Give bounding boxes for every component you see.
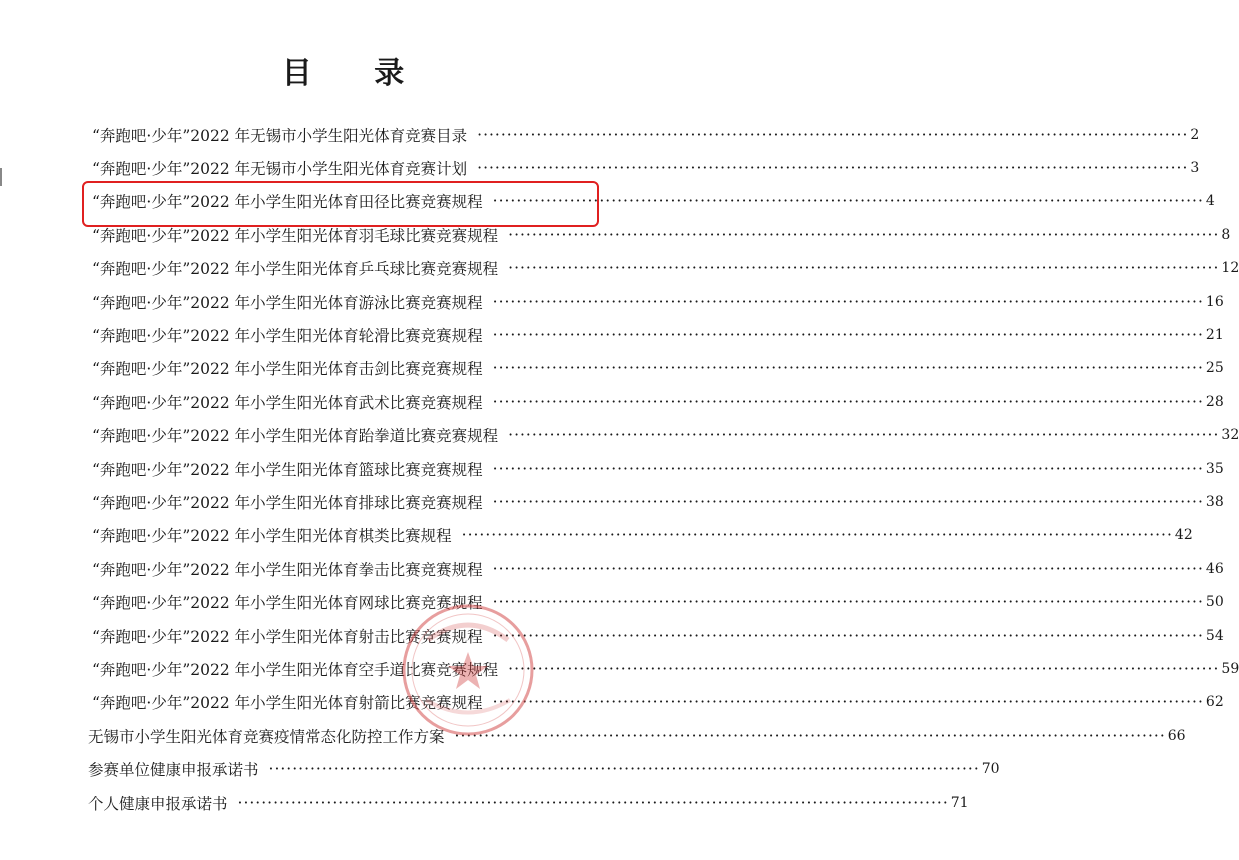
- toc-dot-leader: ························································································································: [508, 259, 1220, 278]
- toc-entry: [92, 352, 1224, 385]
- toc-entry: [92, 452, 1224, 485]
- toc-entry-title: “奔跑吧·少年”2022 年小学生阳光体育棋类比赛规程: [92, 527, 452, 546]
- toc-dot-leader: ························································································································: [492, 192, 1204, 211]
- toc-entry-title: 参赛单位健康申报承诺书: [88, 761, 259, 780]
- toc-entry: [92, 552, 1224, 585]
- toc-dot-leader: ························································································································: [477, 125, 1189, 144]
- toc-entry-title: “奔跑吧·少年”2022 年无锡市小学生阳光体育竞赛计划: [92, 159, 468, 178]
- toc-entry-title: “奔跑吧·少年”2022 年小学生阳光体育网球比赛竞赛规程: [92, 594, 483, 613]
- toc-page-number: 42: [1174, 527, 1193, 544]
- toc-entry: [92, 151, 1200, 184]
- toc-entry-title: “奔跑吧·少年”2022 年无锡市小学生阳光体育竞赛目录: [92, 126, 468, 145]
- toc-page-number: 62: [1205, 694, 1224, 711]
- toc-entry: [92, 419, 1239, 452]
- toc-dot-leader: ························································································································: [492, 593, 1204, 612]
- toc-page-number: 66: [1167, 727, 1186, 744]
- toc-entry-title: “奔跑吧·少年”2022 年小学生阳光体育射箭比赛竞赛规程: [92, 694, 483, 713]
- toc-dot-leader: ························································································································: [268, 760, 980, 779]
- toc-entry-title: “奔跑吧·少年”2022 年小学生阳光体育田径比赛竞赛规程: [92, 193, 483, 212]
- toc-page-number: 25: [1205, 360, 1224, 377]
- toc-entry-title: “奔跑吧·少年”2022 年小学生阳光体育射击比赛竞赛规程: [92, 627, 483, 646]
- toc-entry: [92, 385, 1224, 418]
- toc-entry-title: 个人健康申报承诺书: [88, 794, 228, 813]
- toc-entry-title: “奔跑吧·少年”2022 年小学生阳光体育武术比赛竞赛规程: [92, 393, 483, 412]
- toc-entry: [92, 318, 1224, 351]
- toc-entry: [92, 619, 1224, 652]
- toc-entry-title: “奔跑吧·少年”2022 年小学生阳光体育轮滑比赛竞赛规程: [92, 326, 483, 345]
- toc-entry-title: “奔跑吧·少年”2022 年小学生阳光体育游泳比赛竞赛规程: [92, 293, 483, 312]
- toc-dot-leader: ························································································································: [492, 559, 1204, 578]
- toc-dot-leader: ························································································································: [492, 693, 1204, 712]
- toc-page-number: 8: [1221, 226, 1231, 243]
- toc-page-number: 2: [1190, 126, 1200, 143]
- toc-entry: [92, 519, 1193, 552]
- toc-dot-leader: ························································································································: [461, 526, 1173, 545]
- toc-dot-leader: ························································································································: [477, 158, 1189, 177]
- toc-page-number: 46: [1205, 560, 1224, 577]
- page-title: 目 录: [281, 56, 431, 91]
- toc-entry: [92, 652, 1239, 685]
- toc-dot-leader: ························································································································: [492, 325, 1204, 344]
- toc-page-number: 3: [1190, 159, 1200, 176]
- page-edge-mark: [0, 168, 2, 186]
- toc-page-number: 59: [1221, 660, 1239, 677]
- toc-entry-title: “奔跑吧·少年”2022 年小学生阳光体育击剑比赛竞赛规程: [92, 360, 483, 379]
- toc-dot-leader: ························································································································: [492, 359, 1204, 378]
- toc-dot-leader: ························································································································: [508, 426, 1220, 445]
- toc-dot-leader: ························································································································: [492, 626, 1204, 645]
- toc-page-number: 16: [1205, 293, 1224, 310]
- toc-dot-leader: ························································································································: [492, 292, 1204, 311]
- toc-entry: [88, 786, 969, 819]
- toc-page-number: 71: [950, 794, 969, 811]
- toc-dot-leader: ························································································································: [492, 392, 1204, 411]
- toc-dot-leader: ························································································································: [508, 659, 1220, 678]
- highlight-box: [82, 181, 599, 227]
- toc-page-number: 50: [1205, 594, 1224, 611]
- toc-entry-title: “奔跑吧·少年”2022 年小学生阳光体育乒乓球比赛竞赛规程: [92, 260, 499, 279]
- toc-page-number: 4: [1205, 193, 1215, 210]
- toc-entry-title: “奔跑吧·少年”2022 年小学生阳光体育羽毛球比赛竞赛规程: [92, 226, 499, 245]
- toc-entry: [92, 686, 1224, 719]
- toc-page-number: 12: [1221, 260, 1239, 277]
- toc-entry-title: “奔跑吧·少年”2022 年小学生阳光体育篮球比赛竞赛规程: [92, 460, 483, 479]
- toc-dot-leader: ························································································································: [492, 492, 1204, 511]
- toc-dot-leader: ························································································································: [508, 225, 1220, 244]
- toc-entry-title: “奔跑吧·少年”2022 年小学生阳光体育拳击比赛竞赛规程: [92, 560, 483, 579]
- toc-page-number: 70: [981, 761, 1000, 778]
- toc-entry-title: “奔跑吧·少年”2022 年小学生阳光体育空手道比赛竞赛规程: [92, 660, 499, 679]
- toc-entry-title: 无锡市小学生阳光体育竞赛疫情常态化防控工作方案: [88, 727, 445, 746]
- toc-entry: [92, 252, 1239, 285]
- toc-page-number: 38: [1205, 493, 1224, 510]
- toc-dot-leader: ························································································································: [492, 459, 1204, 478]
- toc-page-number: 54: [1205, 627, 1224, 644]
- toc-dot-leader: ························································································································: [237, 793, 949, 812]
- toc-entry-title: “奔跑吧·少年”2022 年小学生阳光体育跆拳道比赛竞赛规程: [92, 427, 499, 446]
- toc-page-number: 21: [1205, 326, 1224, 343]
- toc-page-number: 35: [1205, 460, 1224, 477]
- toc-page-number: 32: [1221, 427, 1239, 444]
- toc-entry: [92, 586, 1224, 619]
- toc-entry: [88, 753, 1000, 786]
- toc-page-number: 28: [1205, 393, 1224, 410]
- toc-entry: [88, 719, 1186, 752]
- toc-entry-title: “奔跑吧·少年”2022 年小学生阳光体育排球比赛竞赛规程: [92, 493, 483, 512]
- toc-entry: [92, 118, 1200, 151]
- toc-dot-leader: ························································································································: [454, 726, 1166, 745]
- toc-entry: [92, 485, 1224, 518]
- toc-entry: [92, 285, 1224, 318]
